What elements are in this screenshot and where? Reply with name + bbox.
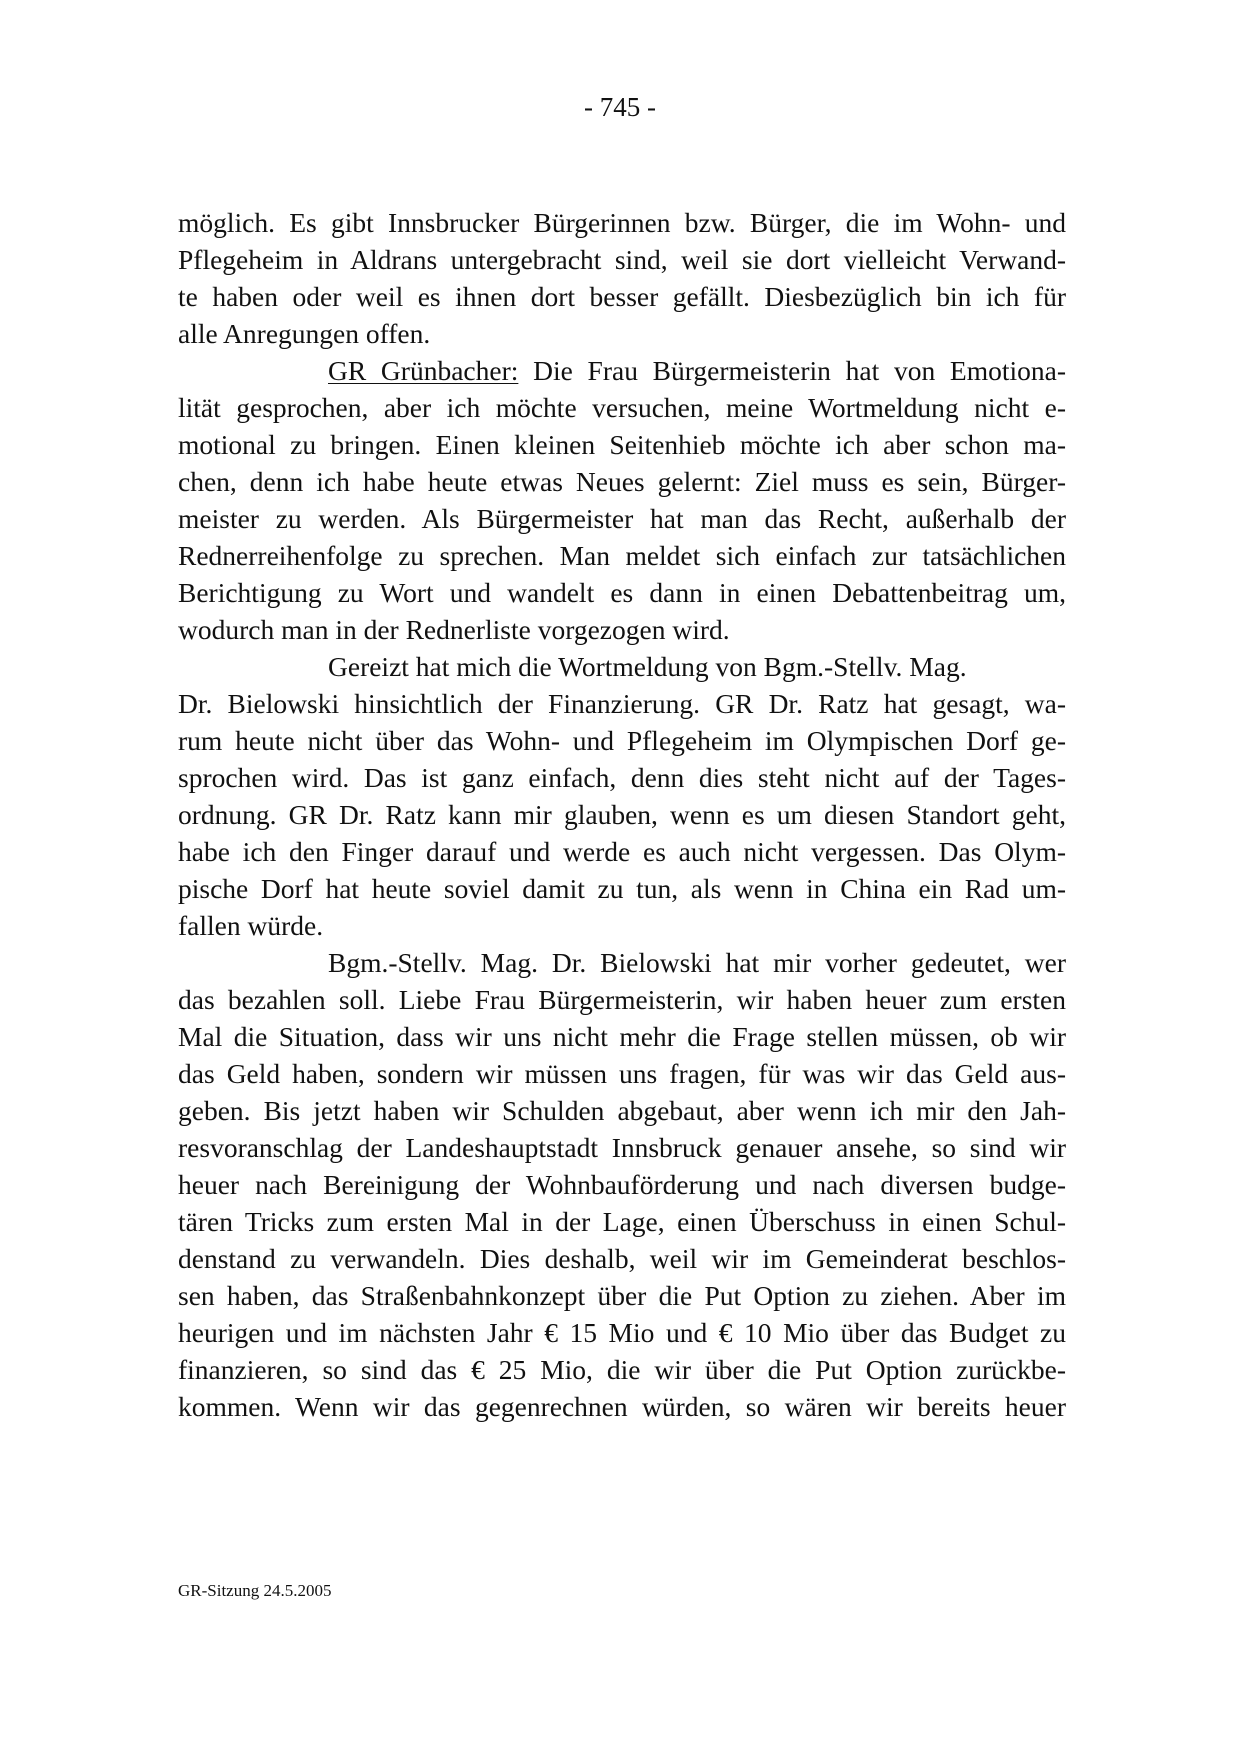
text-line: heuer nach Bereinigung der Wohnbauförderung und nach diversen budge- — [178, 1169, 1066, 1200]
text-line: möglich. Es gibt Innsbrucker Bürgerinnen bzw. Bürger, die im Wohn- und — [178, 207, 1066, 238]
text-line: finanzieren, so sind das € 25 Mio, die wir über die Put Option zurückbe- — [178, 1354, 1066, 1385]
text-line: denstand zu verwandeln. Dies deshalb, weil wir im Gemeinderat beschlos- — [178, 1243, 1066, 1274]
speaker-name: GR Grünbacher: — [328, 355, 519, 386]
text-line: wodurch man in der Rednerliste vorgezogen wird. — [178, 614, 730, 645]
text-line: Rednerreihenfolge zu sprechen. Man meldet sich einfach zur tatsächlichen — [178, 540, 1066, 571]
text-line: chen, denn ich habe heute etwas Neues gelernt: Ziel muss es sein, Bürger- — [178, 466, 1066, 497]
text-line: kommen. Wenn wir das gegenrechnen würden, so wären wir bereits heuer — [178, 1391, 1066, 1422]
page-number: - 745 - — [584, 92, 656, 122]
body-text — [178, 204, 1066, 1425]
text-line: das Geld haben, sondern wir müssen uns fragen, für was wir das Geld aus- — [178, 1058, 1066, 1089]
text-line: Mal die Situation, dass wir uns nicht mehr die Frage stellen müssen, ob wir — [178, 1021, 1066, 1052]
text-line: meister zu werden. Als Bürgermeister hat man das Recht, außerhalb der — [178, 503, 1066, 534]
text-line: motional zu bringen. Einen kleinen Seitenhieb möchte ich aber schon ma- — [178, 429, 1066, 460]
text-line: habe ich den Finger darauf und werde es auch nicht vergessen. Das Olym- — [178, 836, 1066, 867]
text-line: das bezahlen soll. Liebe Frau Bürgermeisterin, wir haben heuer zum ersten — [178, 984, 1066, 1015]
text-line: sprochen wird. Das ist ganz einfach, denn dies steht nicht auf der Tages- — [178, 762, 1066, 793]
text-line: te haben oder weil es ihnen dort besser gefällt. Diesbezüglich bin ich für — [178, 281, 1066, 312]
text-line: lität gesprochen, aber ich möchte versuchen, meine Wortmeldung nicht e- — [178, 392, 1066, 423]
text-line: alle Anregungen offen. — [178, 318, 431, 349]
text-line: tären Tricks zum ersten Mal in der Lage, einen Überschuss in einen Schul- — [178, 1206, 1066, 1237]
text-line: pische Dorf hat heute soviel damit zu tun, als wenn in China ein Rad um- — [178, 873, 1066, 904]
footer-session-date: GR-Sitzung 24.5.2005 — [178, 1581, 332, 1600]
speaker-line — [178, 352, 1066, 389]
text-line: geben. Bis jetzt haben wir Schulden abgebaut, aber wenn ich mir den Jah- — [178, 1095, 1066, 1126]
text-line: sen haben, das Straßenbahnkonzept über die Put Option zu ziehen. Aber im — [178, 1280, 1066, 1311]
text-line: Die Frau Bürgermeisterin hat von Emotiona- — [533, 355, 1067, 386]
text-line: rum heute nicht über das Wohn- und Pflegeheim im Olympischen Dorf ge- — [178, 725, 1066, 756]
text-line: ordnung. GR Dr. Ratz kann mir glauben, wenn es um diesen Standort geht, — [178, 799, 1066, 830]
text-line: resvoranschlag der Landeshauptstadt Innsbruck genauer ansehe, so sind wir — [178, 1132, 1066, 1163]
text-line: Bgm.-Stellv. Mag. Dr. Bielowski hat mir vorher gedeutet, wer — [328, 947, 1066, 978]
text-line: Gereizt hat mich die Wortmeldung von Bgm.-Stellv. Mag. — [328, 651, 967, 682]
text-line: heurigen und im nächsten Jahr € 15 Mio und € 10 Mio über das Budget zu — [178, 1317, 1066, 1348]
text-line: Berichtigung zu Wort und wandelt es dann in einen Debattenbeitrag um, — [178, 577, 1066, 608]
text-line: Pflegeheim in Aldrans untergebracht sind, weil sie dort vielleicht Verwand- — [178, 244, 1066, 275]
text-line: Dr. Bielowski hinsichtlich der Finanzierung. GR Dr. Ratz hat gesagt, wa- — [178, 688, 1066, 719]
text-line: fallen würde. — [178, 910, 324, 941]
